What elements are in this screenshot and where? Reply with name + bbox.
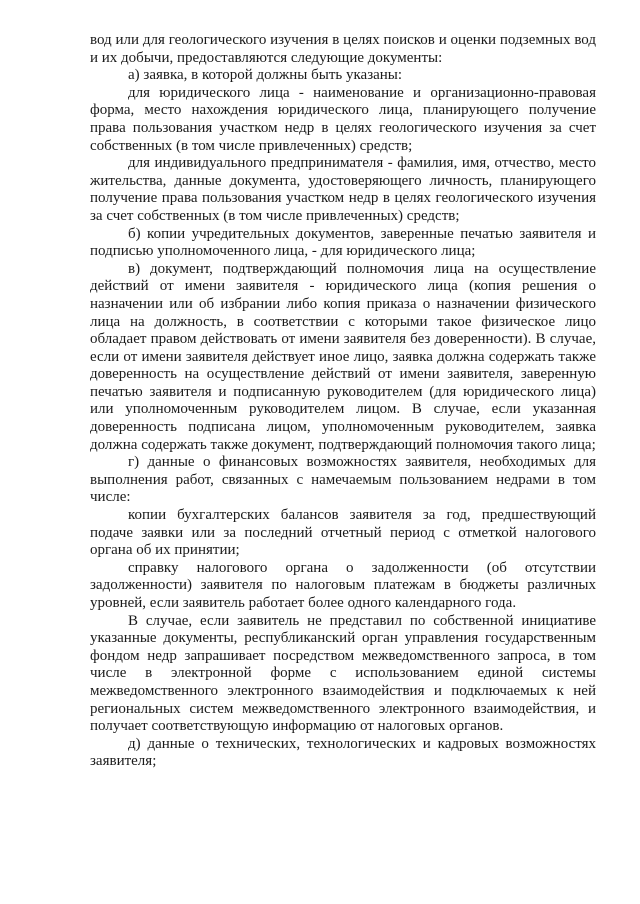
paragraph-item-d: д) данные о технических, технологических и кадровых возможностях заявителя; [90, 735, 596, 770]
paragraph-legal-entity: для юридического лица - наименование и организационно-правовая форма, место нахождения юридического лица, планирующего получение права пользования участком недр в целях геологического изучения за счет собственных (в том числе привлеченных) средств; [90, 84, 596, 154]
paragraph-balance-copies: копии бухгалтерских балансов заявителя за год, предшествующий подаче заявки или за последний отчетный период с отметкой налогового органа об их принятии; [90, 507, 596, 559]
paragraph-tax-certificate: справку налогового органа о задолженности (об отсутствии задолженности) заявителя по налоговым платежам в бюджеты различных уровней, если заявитель работает более одного календарного года. [90, 559, 596, 611]
paragraph-interagency-request: В случае, если заявитель не представил по собственной инициативе указанные документы, республиканский орган управления государственным фондом недр запрашивает посредством межведомственного запроса, в том числе в электронной форме с использованием единой системы межведомственного электронного взаимодействия и подключаемых к ней региональных систем межведомственного электронного взаимодействия, и получает соответствующую информацию от налоговых органов. [90, 612, 596, 735]
paragraph-continuation: вод или для геологического изучения в целях поисков и оценки подземных вод и их добычи, предоставляются следующие документы: [90, 32, 596, 66]
paragraph-entrepreneur: для индивидуального предпринимателя - фамилия, имя, отчество, место жительства, данные документа, удостоверяющего личность, планирующего получение права пользования участком недр в целях геологического изучения за счет собственных (в том числе привлеченных) средств; [90, 155, 596, 224]
paragraph-item-g: г) данные о финансовых возможностях заявителя, необходимых для выполнения работ, связанных с намечаемым пользованием недрами в том числе: [90, 454, 596, 506]
paragraph-item-v: в) документ, подтверждающий полномочия лица на осуществление действий от имени заявителя - юридического лица (копия решения о назначении или об избрании либо копия приказа о назначении физического лица на должность, в соответствии с которыми такое физическое лицо обладает правом действовать от имени заявителя без доверенности). В случае, если от имени заявителя действует иное лицо, заявка должна содержать также доверенность на осуществление действий от имени заявителя, заверенную печатью заявителя и подписанную руководителем (для юридического лица) или уполномоченным руководителем лицом. В случае, если указанная доверенность подписана лицом, уполномоченным руководителем, заявка должна содержать также документ, подтверждающий полномочия такого лица; [90, 260, 596, 453]
paragraph-item-a: а) заявка, в которой должны быть указаны: [128, 67, 403, 84]
document-page [90, 32, 596, 771]
paragraph-item-b: б) копии учредительных документов, заверенные печатью заявителя и подписью уполномоченного лица, - для юридического лица; [90, 225, 596, 260]
